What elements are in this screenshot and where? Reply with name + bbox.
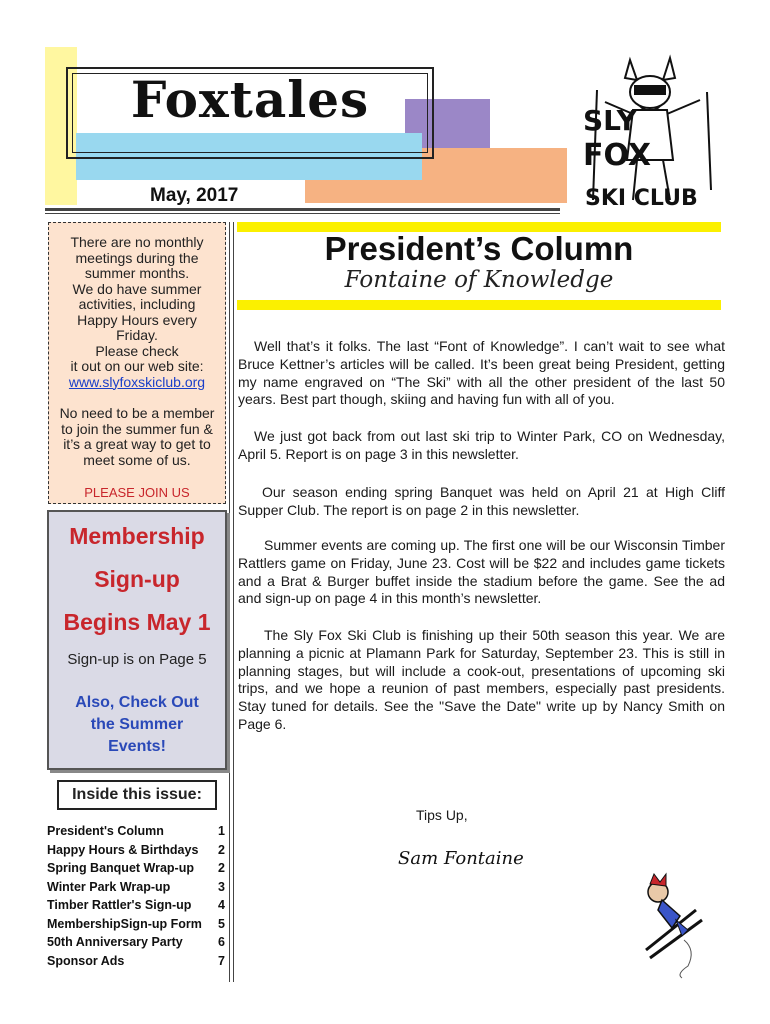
toc-row[interactable] — [47, 859, 225, 878]
join-callout: PLEASE JOIN US — [84, 485, 190, 500]
article-paragraph: We just got back from out last ski trip to Winter Park, CO on Wednesday, April 5. Report is on page 3 in this newsletter. — [238, 428, 725, 462]
toc-page: 6 — [218, 935, 225, 949]
masthead-rule — [45, 208, 560, 211]
issue-date: May, 2017 — [150, 185, 239, 206]
notice-line: it out on our web site: — [70, 358, 204, 374]
notice-line: it’s a great way to get to — [63, 436, 211, 452]
article-paragraph: Well that’s it folks. The last “Font of Knowledge”. I can’t wait to see what Bruce Kettner’s articles will be called. It’s been great being President, getting my name engraved on “The Ski” with all the other president of the last 50 years. Best part though, skiing and having fun with all of you. — [238, 338, 725, 408]
toc-label: President's Column — [47, 824, 164, 838]
sly-fox-ski-club-logo — [575, 50, 725, 210]
logo-text-ski-club: SKI CLUB — [585, 186, 698, 210]
article-paragraph: The Sly Fox Ski Club is finishing up their 50th season this year. We are planning a picnic at Plamann Park for Saturday, September 23. This is still in planning stages, but will include a cook-out, presentations of upcoming ski trips, and we hope a reunion of past members, especially past presidents. Stay tuned for details. See the "Save the Date" write up by Nancy Smith on Page 6. — [238, 627, 725, 732]
toc-label: MembershipSign-up Form — [47, 916, 202, 931]
toc-row[interactable] — [47, 933, 225, 952]
signup-page-note: Sign-up is on Page 5 — [67, 651, 207, 668]
summer-notice-box — [48, 222, 226, 504]
article-subtitle: Fontaine of Knowledge — [344, 267, 614, 293]
ski-pole-right-icon — [707, 92, 711, 190]
membership-signup-box — [47, 510, 227, 770]
heading-bar-bottom — [237, 300, 721, 310]
toc-page: 7 — [218, 953, 225, 968]
notice-line: No need to be a member — [59, 405, 215, 421]
toc-page: 3 — [218, 879, 225, 894]
column-divider-inner — [233, 222, 234, 982]
toc-row[interactable] — [47, 952, 225, 971]
masthead-rule-thin — [45, 213, 560, 214]
notice-line: meetings during the — [75, 249, 199, 266]
inside-this-issue-heading: Inside this issue: — [57, 780, 217, 810]
notice-line: Please check — [95, 342, 179, 359]
notice-line: Happy Hours every — [77, 311, 197, 328]
summer-events-callout — [49, 692, 225, 758]
toc-label: Timber Rattler's Sign-up — [47, 898, 192, 912]
article-paragraph: Summer events are coming up. The first one will be our Wisconsin Timber Rattlers game on Friday, June 23. Cost will be $22 and includes game tickets and a Brat & Burger buffet inside the stadium before the game. See the ad and sign-up on page 4 in this month’s newsletter. — [238, 537, 725, 607]
notice-line: meet some of us. — [83, 451, 191, 468]
toc-page: 2 — [218, 861, 225, 875]
toc-label: Spring Banquet Wrap-up — [47, 861, 194, 875]
toc-row[interactable] — [47, 878, 225, 897]
callout-line: Events! — [108, 738, 166, 755]
notice-line: activities, including — [78, 296, 196, 312]
toc-page: 2 — [218, 842, 225, 857]
toc-page: 1 — [218, 824, 225, 838]
table-of-contents — [47, 822, 225, 970]
membership-heading-line3: Begins May 1 — [63, 609, 211, 635]
callout-line: the Summer — [90, 716, 184, 733]
notice-line: summer months. — [84, 265, 190, 281]
column-divider — [229, 222, 230, 982]
toc-label: Happy Hours & Birthdays — [47, 842, 199, 857]
skier-cartoon-icon — [636, 870, 716, 980]
toc-label: 50th Anniversary Party — [47, 935, 183, 949]
article-paragraph: Our season ending spring Banquet was held on April 21 at High Cliff Supper Club. The report is on page 2 in this newsletter. — [238, 484, 725, 518]
membership-heading-line2: Sign-up — [94, 566, 180, 592]
signature: Sam Fontaine — [398, 848, 524, 869]
toc-page: 5 — [218, 916, 225, 931]
notice-line: There are no monthly — [70, 234, 204, 250]
article-title: President’s Column — [324, 230, 634, 267]
notice-line: Friday. — [116, 327, 158, 343]
toc-label: Sponsor Ads — [47, 953, 125, 968]
toc-row[interactable] — [47, 915, 225, 934]
newsletter-title: Foxtales — [130, 70, 370, 129]
spacer — [52, 390, 222, 406]
toc-row[interactable] — [47, 822, 225, 841]
toc-row[interactable] — [47, 896, 225, 915]
toc-label: Winter Park Wrap-up — [47, 879, 171, 894]
toc-page: 4 — [218, 898, 225, 912]
notice-line: We do have summer — [72, 280, 202, 297]
closing-line: Tips Up, — [416, 807, 468, 823]
toc-row[interactable] — [47, 841, 225, 860]
notice-line: to join the summer fun & — [61, 420, 213, 437]
website-link[interactable]: www.slyfoxskiclub.org — [68, 373, 206, 390]
logo-text-fox: FOX — [583, 138, 652, 173]
logo-text-sly: SLY — [583, 104, 637, 137]
membership-heading-line1: Membership — [69, 523, 205, 549]
callout-line: Also, Check Out — [75, 694, 199, 711]
